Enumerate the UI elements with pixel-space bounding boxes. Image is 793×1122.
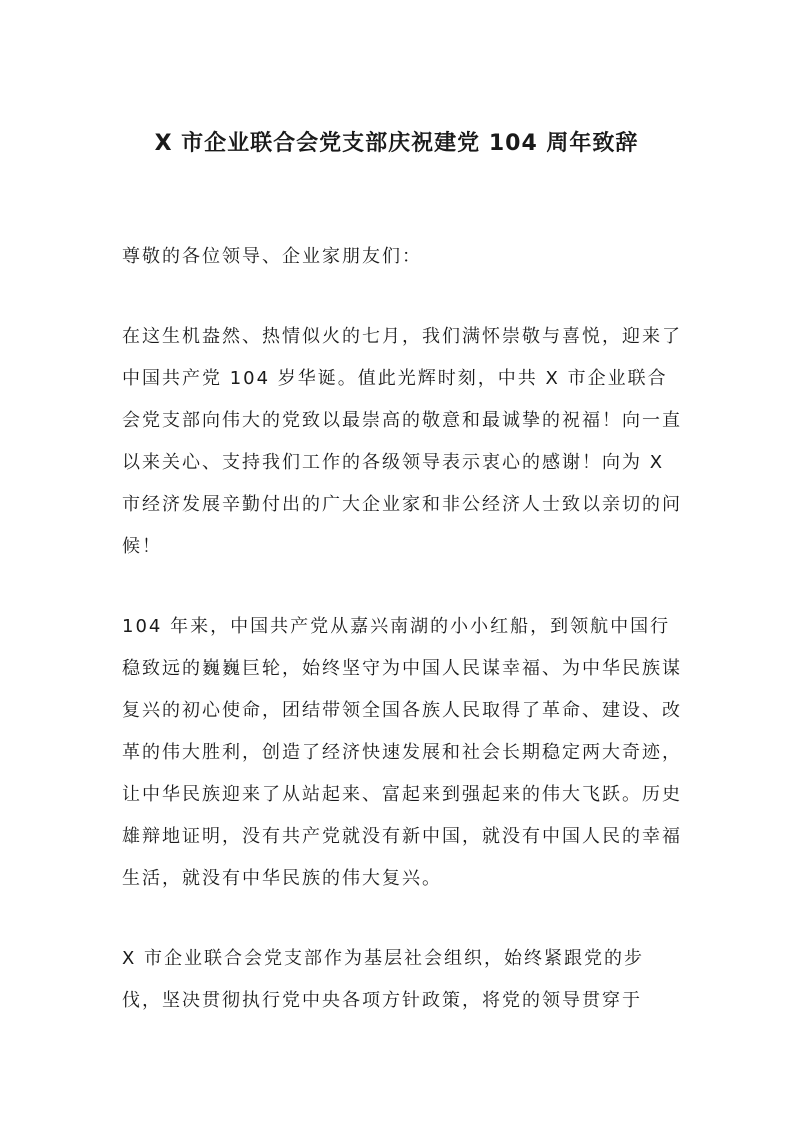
document-title: X 市企业联合会党支部庆祝建党 104 周年致辞 [154,131,639,156]
paragraph-3: X 市企业联合会党支部作为基层社会组织，始终紧跟党的步伐，坚决贯彻执行党中央各项方针政策，将党的领导贯穿于 [122,948,645,1011]
greeting-line: 尊敬的各位领导、企业家朋友们： [122,246,422,267]
paragraph-2: 104 年来，中国共产党从嘉兴南湖的小小红船，到领航中国行稳致远的巍巍巨轮，始终坚守为中国人民谋幸福、为中华民族谋复兴的初心使命，团结带领全国各族人民取得了革命、建设、改革的伟大胜利，创造了经济快速发展和社会长期稳定两大奇迹，让中华民族迎来了从站起来、富起来到强起来的伟大飞跃。历史雄辩地证明，没有共产党就没有新中国，就没有中国人民的幸福生活，就没有中华民族的伟大复兴。 [122,616,682,889]
paragraph-1: 在这生机盎然、热情似火的七月，我们满怀崇敬与喜悦，迎来了中国共产党 104 岁华诞。值此光辉时刻，中共 X 市企业联合会党支部向伟大的党致以最崇高的敬意和最诚挚的祝福！向一直以来关心、支持我们工作的各级领导表示衷心的感谢！向为 X 市经济发展辛勤付出的广大企业家和非公经济人士致以亲切的问候！ [122,326,682,557]
